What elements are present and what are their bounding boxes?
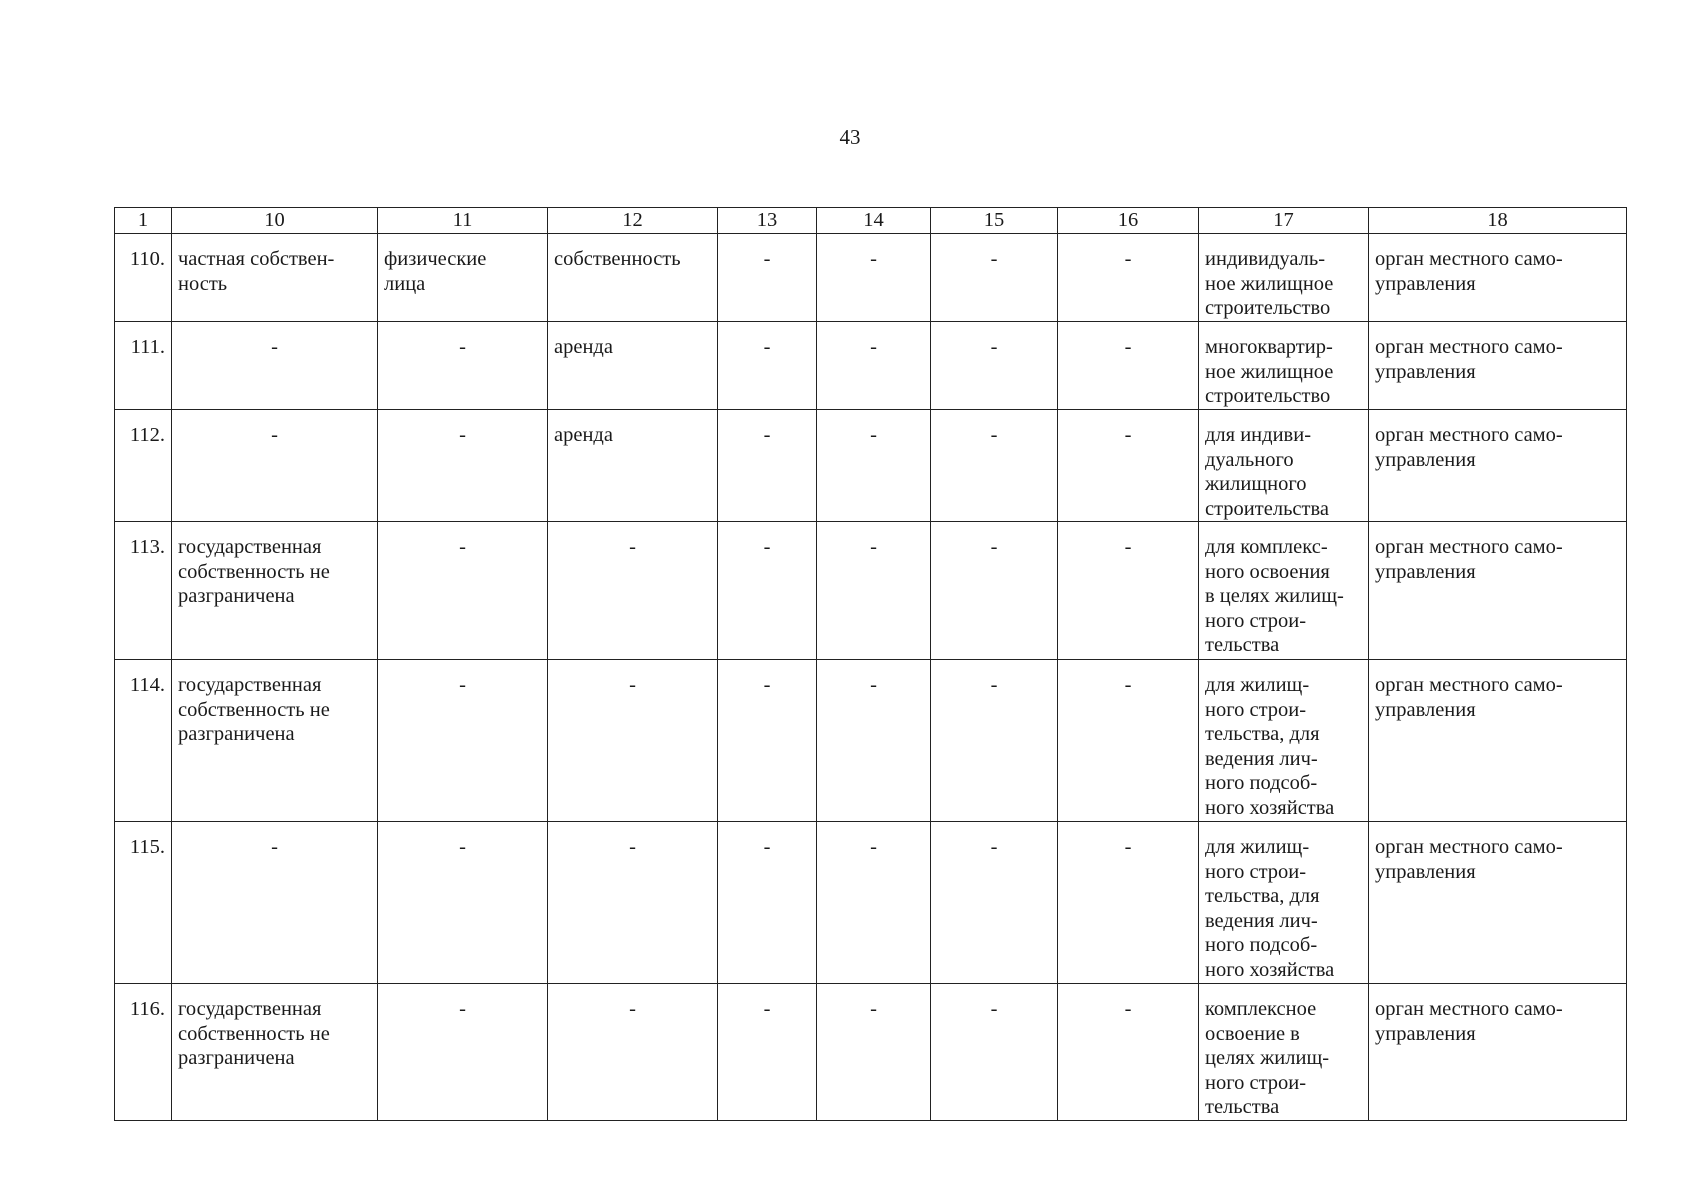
col16-cell <box>1058 822 1199 984</box>
cell-text: - <box>870 424 877 446</box>
col12-cell <box>548 660 718 822</box>
table-row <box>115 522 1627 660</box>
col13-cell <box>718 234 817 322</box>
cell-text: государственная <box>178 674 322 696</box>
cell-text: ного подсоб- <box>1205 772 1318 794</box>
cell-text: - <box>1124 248 1132 270</box>
cell-text: - <box>990 674 998 696</box>
cell-text: физические <box>384 248 487 270</box>
table-row <box>115 822 1627 984</box>
col15-cell <box>931 984 1058 1121</box>
col18-cell <box>1369 234 1627 322</box>
col17-cell <box>1199 822 1369 984</box>
col16-cell <box>1058 410 1199 522</box>
cell-text: тельства, для <box>1205 723 1320 745</box>
cell-text: управления <box>1375 448 1476 471</box>
cell-text: управления <box>1375 360 1476 383</box>
col17-cell <box>1199 322 1369 410</box>
col13-cell <box>718 984 817 1121</box>
cell-text: - <box>763 336 771 358</box>
cell-text: лица <box>384 272 426 295</box>
cell-text: - <box>459 536 466 558</box>
col10-cell <box>172 984 378 1121</box>
cell-text: для жилищ- <box>1205 836 1310 858</box>
cell-text: - <box>763 998 771 1020</box>
cell-text: - <box>459 998 466 1020</box>
column-header: 10 <box>172 208 378 234</box>
cell-text: тельства, для <box>1205 885 1320 907</box>
col10-cell <box>172 322 378 410</box>
cell-text: - <box>870 836 877 858</box>
cell-text: - <box>629 836 636 858</box>
cell-text: собственность не <box>178 1022 330 1045</box>
cell-text: - <box>271 836 278 858</box>
table-row <box>115 410 1627 522</box>
cell-text: орган местного само- <box>1375 836 1563 858</box>
col12-cell <box>548 822 718 984</box>
cell-text: - <box>990 536 998 558</box>
cell-text: индивидуаль- <box>1205 248 1326 270</box>
cell-text: дуального <box>1205 448 1294 471</box>
cell-text: орган местного само- <box>1375 424 1563 446</box>
cell-text: - <box>271 424 278 446</box>
col15-cell <box>931 234 1058 322</box>
cell-text: собственность не <box>178 560 330 583</box>
cell-text: для комплекс- <box>1205 536 1328 558</box>
cell-text: орган местного само- <box>1375 336 1563 358</box>
cell-text: ное жилищное <box>1205 272 1334 295</box>
col14-cell <box>817 322 931 410</box>
col13-cell <box>718 322 817 410</box>
cell-text: орган местного само- <box>1375 998 1563 1020</box>
cell-text: ного хозяйства <box>1205 958 1335 981</box>
cell-text: для индиви- <box>1205 424 1312 446</box>
column-header: 1 <box>115 208 172 234</box>
cell-text: аренда <box>554 424 613 446</box>
row-number-cell <box>115 410 172 522</box>
cell-text: разграничена <box>178 1047 295 1069</box>
cell-text: управления <box>1375 1022 1476 1045</box>
cell-text: государственная <box>178 536 322 558</box>
cell-text: орган местного само- <box>1375 536 1563 558</box>
col14-cell <box>817 822 931 984</box>
cell-text: - <box>1124 336 1132 358</box>
col16-cell <box>1058 322 1199 410</box>
col17-cell <box>1199 522 1369 660</box>
col18-cell <box>1369 322 1627 410</box>
cell-text: - <box>990 336 998 358</box>
col18-cell <box>1369 822 1627 984</box>
cell-text: 110. <box>129 248 165 270</box>
cell-text: освоение в <box>1205 1022 1300 1045</box>
col10-cell <box>172 410 378 522</box>
cell-text: тельства <box>1205 1096 1280 1118</box>
cell-text: управления <box>1375 560 1476 583</box>
col15-cell <box>931 410 1058 522</box>
column-header: 14 <box>817 208 931 234</box>
cell-text: - <box>271 336 278 358</box>
col17-cell <box>1199 984 1369 1121</box>
cell-text: - <box>459 424 466 446</box>
col18-cell <box>1369 984 1627 1121</box>
cell-text: ного подсоб- <box>1205 934 1318 956</box>
cell-text: разграничена <box>178 585 295 607</box>
col11-cell <box>378 322 548 410</box>
cell-text: ное жилищное <box>1205 360 1334 383</box>
cell-text: - <box>1124 424 1132 446</box>
cell-text: - <box>990 836 998 858</box>
cell-text: аренда <box>554 336 613 358</box>
cell-text: 114. <box>129 674 165 696</box>
col14-cell <box>817 984 931 1121</box>
cell-text: комплексное <box>1205 998 1317 1020</box>
col12-cell <box>548 522 718 660</box>
cell-text: - <box>1124 674 1132 696</box>
col13-cell <box>718 410 817 522</box>
cell-text: 115. <box>129 836 165 858</box>
row-number-cell <box>115 822 172 984</box>
col10-cell <box>172 822 378 984</box>
cell-text: строительство <box>1205 297 1331 319</box>
data-table <box>114 207 1627 1121</box>
cell-text: - <box>1124 536 1132 558</box>
cell-text: собственность не <box>178 698 330 721</box>
cell-text: ного хозяйства <box>1205 796 1335 819</box>
cell-text: - <box>870 536 877 558</box>
col11-cell <box>378 660 548 822</box>
col13-cell <box>718 822 817 984</box>
col15-cell <box>931 322 1058 410</box>
cell-text: ного освоения <box>1205 560 1330 583</box>
row-number-cell <box>115 234 172 322</box>
cell-text: ведения лич- <box>1205 909 1318 932</box>
col16-cell <box>1058 660 1199 822</box>
cell-text: - <box>870 998 877 1020</box>
table-row <box>115 984 1627 1121</box>
cell-text: строительство <box>1205 385 1331 407</box>
page-number: 43 <box>839 125 861 149</box>
cell-text: ведения лич- <box>1205 747 1318 770</box>
col16-cell <box>1058 522 1199 660</box>
cell-text: ного строи- <box>1205 860 1307 883</box>
column-header: 13 <box>718 208 817 234</box>
cell-text: для жилищ- <box>1205 674 1310 696</box>
col13-cell <box>718 660 817 822</box>
cell-text: - <box>459 836 466 858</box>
column-header: 16 <box>1058 208 1199 234</box>
cell-text: - <box>1124 836 1132 858</box>
header-row <box>115 208 1627 234</box>
cell-text: многоквартир- <box>1205 336 1333 358</box>
col18-cell <box>1369 660 1627 822</box>
col11-cell <box>378 410 548 522</box>
col10-cell <box>172 234 378 322</box>
cell-text: собственность <box>554 248 681 270</box>
cell-text: - <box>763 536 771 558</box>
col17-cell <box>1199 234 1369 322</box>
cell-text: ность <box>178 272 228 295</box>
column-header: 15 <box>931 208 1058 234</box>
cell-text: - <box>459 336 466 358</box>
cell-text: - <box>763 248 771 270</box>
cell-text: управления <box>1375 272 1476 295</box>
cell-text: - <box>870 336 877 358</box>
cell-text: - <box>629 536 636 558</box>
col12-cell <box>548 234 718 322</box>
col14-cell <box>817 410 931 522</box>
row-number-cell <box>115 984 172 1121</box>
table-row <box>115 322 1627 410</box>
cell-text: - <box>1124 998 1132 1020</box>
cell-text: орган местного само- <box>1375 248 1563 270</box>
cell-text: - <box>763 674 771 696</box>
cell-text: целях жилищ- <box>1205 1047 1330 1069</box>
cell-text: - <box>629 674 636 696</box>
cell-text: управления <box>1375 860 1476 883</box>
col15-cell <box>931 660 1058 822</box>
cell-text: ного строи- <box>1205 1071 1307 1094</box>
cell-text: - <box>870 248 877 270</box>
col16-cell <box>1058 234 1199 322</box>
col16-cell <box>1058 984 1199 1121</box>
cell-text: ного строи- <box>1205 698 1307 721</box>
cell-text: тельства <box>1205 634 1280 656</box>
column-header: 11 <box>378 208 548 234</box>
cell-text: 116. <box>129 998 165 1020</box>
column-header: 12 <box>548 208 718 234</box>
col12-cell <box>548 984 718 1121</box>
row-number-cell <box>115 322 172 410</box>
col12-cell <box>548 410 718 522</box>
col11-cell <box>378 984 548 1121</box>
cell-text: в целях жилищ- <box>1205 585 1344 607</box>
table-row <box>115 660 1627 822</box>
col10-cell <box>172 522 378 660</box>
cell-text: 112. <box>129 424 165 446</box>
cell-text: строительства <box>1205 497 1329 520</box>
col12-cell <box>548 322 718 410</box>
col14-cell <box>817 660 931 822</box>
cell-text: - <box>990 248 998 270</box>
col10-cell <box>172 660 378 822</box>
col15-cell <box>931 522 1058 660</box>
column-header: 17 <box>1199 208 1369 234</box>
col17-cell <box>1199 410 1369 522</box>
cell-text: - <box>870 674 877 696</box>
column-header: 18 <box>1369 208 1627 234</box>
cell-text: - <box>990 424 998 446</box>
col15-cell <box>931 822 1058 984</box>
col14-cell <box>817 522 931 660</box>
cell-text: - <box>763 836 771 858</box>
table-row <box>115 234 1627 322</box>
table-body <box>115 234 1627 1121</box>
cell-text: управления <box>1375 698 1476 721</box>
col17-cell <box>1199 660 1369 822</box>
cell-text: жилищного <box>1205 473 1307 495</box>
col11-cell <box>378 822 548 984</box>
row-number-cell <box>115 522 172 660</box>
col11-cell <box>378 234 548 322</box>
cell-text: - <box>990 998 998 1020</box>
cell-text: ного строи- <box>1205 609 1307 632</box>
col18-cell <box>1369 522 1627 660</box>
cell-text: частная собствен- <box>178 248 335 270</box>
row-number-cell <box>115 660 172 822</box>
col18-cell <box>1369 410 1627 522</box>
cell-text: разграничена <box>178 723 295 745</box>
cell-text: - <box>629 998 636 1020</box>
cell-text: - <box>459 674 466 696</box>
col13-cell <box>718 522 817 660</box>
cell-text: 113. <box>129 536 165 558</box>
col14-cell <box>817 234 931 322</box>
cell-text: - <box>763 424 771 446</box>
cell-text: государственная <box>178 998 322 1020</box>
cell-text: орган местного само- <box>1375 674 1563 696</box>
col11-cell <box>378 522 548 660</box>
cell-text: 111. <box>130 336 165 358</box>
